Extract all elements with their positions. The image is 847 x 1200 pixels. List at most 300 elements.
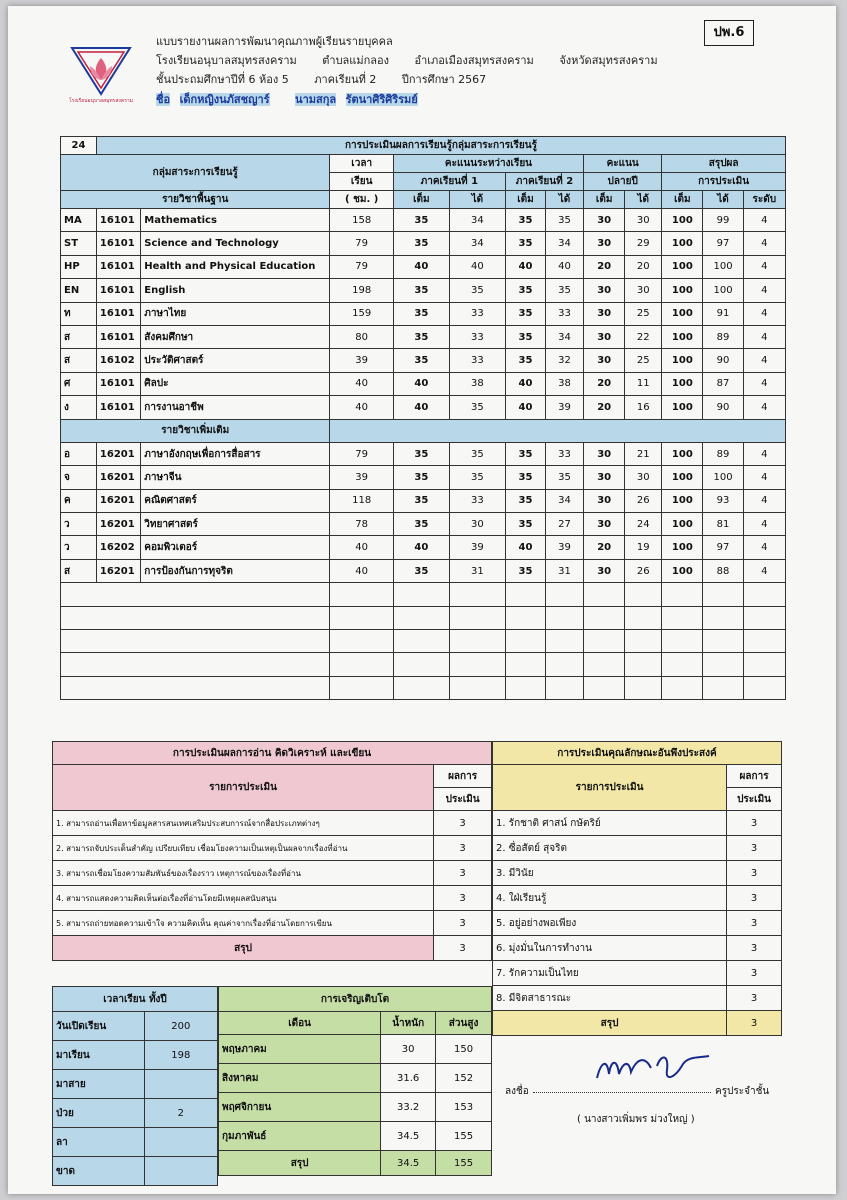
attendance-value: 200 (144, 1012, 217, 1041)
final-full: 20 (584, 536, 625, 559)
empty-cell (703, 583, 743, 606)
final-full: 30 (584, 325, 625, 348)
subject-code-prefix: ค (61, 489, 97, 512)
attendance-row (53, 1012, 218, 1041)
subject-hours: 159 (330, 302, 393, 325)
growth-row (219, 1035, 492, 1064)
final-full: 30 (584, 489, 625, 512)
attendance-value (144, 1157, 217, 1186)
subject-hours: 79 (330, 255, 393, 278)
sem2-got: 34 (546, 325, 584, 348)
empty-cell (662, 606, 703, 629)
final-got: 30 (625, 279, 662, 302)
sem2-full: 35 (505, 513, 545, 536)
grade-level: 4 (743, 325, 785, 348)
subject-hours: 80 (330, 325, 393, 348)
sem1-full: 35 (393, 279, 449, 302)
col-final-2: ปลายปี (584, 173, 662, 191)
extra-subjects-label: รายวิชาเพิ่มเติม (61, 419, 330, 442)
grade-level: 4 (743, 209, 785, 232)
attendance-value (144, 1070, 217, 1099)
sem1-got: 35 (449, 279, 505, 302)
final-got: 16 (625, 396, 662, 419)
final-got: 11 (625, 372, 662, 395)
sem2-got: 38 (546, 372, 584, 395)
total-got: 100 (703, 279, 743, 302)
subject-hours: 118 (330, 489, 393, 512)
col-sem2: ภาคเรียนที่ 2 (505, 173, 583, 191)
subject-code-prefix: อ (61, 442, 97, 465)
total-full: 100 (662, 489, 703, 512)
sign-name: ( นางสาวเพิ่มพร ม่วงใหญ่ ) (577, 1114, 695, 1125)
subject-hours: 40 (330, 559, 393, 582)
subject-name: สังคมศึกษา (141, 325, 330, 348)
attendance-row (53, 1157, 218, 1186)
empty-row (61, 653, 786, 676)
subject-code-prefix: จ (61, 466, 97, 489)
reading-item-row (53, 911, 492, 936)
attendance-label: ป่วย (53, 1099, 145, 1128)
trait-item-score: 3 (727, 911, 782, 936)
traits-assessment-table (492, 741, 782, 1036)
growth-weight: 34.5 (381, 1122, 436, 1151)
traits-col-result-1: ผลการ (727, 765, 782, 788)
subject-name: Mathematics (141, 209, 330, 232)
total-full: 100 (662, 536, 703, 559)
trait-item-row (493, 836, 782, 861)
subject-row (61, 466, 786, 489)
subject-code-number: 16201 (96, 489, 140, 512)
empty-cell (662, 653, 703, 676)
trait-item-score: 3 (727, 961, 782, 986)
sem2-got: 31 (546, 559, 584, 582)
attendance-row (53, 1041, 218, 1070)
total-full: 100 (662, 513, 703, 536)
reading-item-row (53, 836, 492, 861)
subject-name: English (141, 279, 330, 302)
final-full: 20 (584, 255, 625, 278)
grade-level: 4 (743, 536, 785, 559)
semester: ภาคเรียนที่ 2 (314, 73, 377, 86)
sem1-got: 40 (449, 255, 505, 278)
empty-cell (505, 630, 545, 653)
total-got: 90 (703, 349, 743, 372)
sign-line (533, 1092, 711, 1093)
reading-title: การประเมินผลการอ่าน คิดวิเคราะห์ และเขียน (53, 742, 492, 765)
col-full: เต็ม (505, 191, 545, 209)
final-got: 30 (625, 466, 662, 489)
learning-assessment-table (60, 136, 786, 700)
subject-code-prefix: EN (61, 279, 97, 302)
grade-level: 4 (743, 302, 785, 325)
final-got: 26 (625, 489, 662, 512)
sem2-got: 33 (546, 442, 584, 465)
empty-cell (703, 676, 743, 699)
growth-month: สิงหาคม (219, 1064, 381, 1093)
sem2-got: 34 (546, 489, 584, 512)
grade-level: 4 (743, 559, 785, 582)
grade: ชั้นประถมศึกษาปีที่ 6 ห้อง 5 (156, 73, 289, 86)
attendance-label: วันเปิดเรียน (53, 1012, 145, 1041)
subject-code-number: 16201 (96, 559, 140, 582)
total-got: 93 (703, 489, 743, 512)
attendance-row (53, 1099, 218, 1128)
traits-title: การประเมินคุณลักษณะอันพึงประสงค์ (493, 742, 782, 765)
sem2-full: 35 (505, 489, 545, 512)
sem2-got: 27 (546, 513, 584, 536)
trait-item-score: 3 (727, 936, 782, 961)
school-name: โรงเรียนอนุบาลสมุทรสงคราม (156, 54, 297, 67)
subject-code-number: 16102 (96, 349, 140, 372)
final-got: 25 (625, 302, 662, 325)
total-got: 97 (703, 232, 743, 255)
col-sem1: ภาคเรียนที่ 1 (393, 173, 505, 191)
subject-name: ศิลปะ (141, 372, 330, 395)
school-line (156, 51, 680, 69)
growth-summary-weight: 34.5 (381, 1151, 436, 1176)
final-full: 30 (584, 349, 625, 372)
col-level: ระดับ (743, 191, 785, 209)
subject-code-prefix: ส (61, 349, 97, 372)
growth-month: พฤษภาคม (219, 1035, 381, 1064)
subject-hours: 40 (330, 372, 393, 395)
col-hours-1: เวลา (330, 155, 393, 173)
sem1-got: 33 (449, 349, 505, 372)
empty-cell (743, 583, 785, 606)
trait-item-text: 3. มีวินัย (493, 861, 727, 886)
col-full: เต็ม (584, 191, 625, 209)
sem2-full: 40 (505, 255, 545, 278)
empty-cell (703, 653, 743, 676)
col-got: ได้ (449, 191, 505, 209)
signature-block (503, 1062, 803, 1132)
empty-row (61, 606, 786, 629)
empty-cell (546, 606, 584, 629)
final-full: 30 (584, 442, 625, 465)
subject-code-prefix: ว (61, 536, 97, 559)
final-full: 30 (584, 466, 625, 489)
subject-code-number: 16101 (96, 372, 140, 395)
subject-name: ประวัติศาสตร์ (141, 349, 330, 372)
growth-col-month: เดือน (219, 1012, 381, 1035)
growth-height: 153 (436, 1093, 492, 1122)
sem2-full: 40 (505, 536, 545, 559)
class-line (156, 70, 508, 88)
sem2-full: 40 (505, 372, 545, 395)
empty-cell (584, 583, 625, 606)
empty-cell (330, 583, 393, 606)
trait-item-text: 7. รักความเป็นไทย (493, 961, 727, 986)
grade-level: 4 (743, 232, 785, 255)
total-got: 88 (703, 559, 743, 582)
total-full: 100 (662, 325, 703, 348)
subject-code-number: 16201 (96, 513, 140, 536)
subject-name: ภาษาจีน (141, 466, 330, 489)
subject-hours: 39 (330, 349, 393, 372)
attendance-title: เวลาเรียน ทั้งปี (53, 987, 218, 1012)
sem2-full: 35 (505, 442, 545, 465)
total-full: 100 (662, 232, 703, 255)
reading-item-score: 3 (434, 911, 492, 936)
empty-cell (330, 653, 393, 676)
sem1-got: 35 (449, 466, 505, 489)
signature-scribble-icon (591, 1048, 721, 1092)
subject-row (61, 442, 786, 465)
total-full: 100 (662, 302, 703, 325)
trait-item-row (493, 911, 782, 936)
subject-code-number: 16101 (96, 302, 140, 325)
reading-col-items: รายการประเมิน (53, 765, 434, 811)
sem1-got: 34 (449, 232, 505, 255)
total-got: 89 (703, 325, 743, 348)
empty-cell (61, 653, 330, 676)
empty-cell (625, 676, 662, 699)
grade-level: 4 (743, 396, 785, 419)
growth-col-weight: น้ำหนัก (381, 1012, 436, 1035)
empty-cell (625, 583, 662, 606)
traits-summary-label: สรุป (493, 1011, 727, 1036)
name-label: ชื่อ (156, 93, 171, 106)
growth-weight: 31.6 (381, 1064, 436, 1093)
final-got: 21 (625, 442, 662, 465)
trait-item-score: 3 (727, 861, 782, 886)
empty-cell (61, 583, 330, 606)
empty-cell (743, 676, 785, 699)
total-full: 100 (662, 209, 703, 232)
trait-item-row (493, 861, 782, 886)
student-surname: รัตนาศิริศิริรมย์ (345, 93, 418, 106)
empty-cell (625, 630, 662, 653)
final-got: 20 (625, 255, 662, 278)
reading-item-text: 3. สามารถเชื่อมโยงความสัมพันธ์ของเรื่องราว เหตุการณ์ของเรื่องที่อ่าน (53, 861, 434, 886)
sem1-full: 40 (393, 372, 449, 395)
total-got: 90 (703, 396, 743, 419)
sem2-got: 39 (546, 396, 584, 419)
empty-cell (546, 630, 584, 653)
attendance-label: มาสาย (53, 1070, 145, 1099)
empty-cell (584, 630, 625, 653)
subject-hours: 40 (330, 536, 393, 559)
subject-code-prefix: ท (61, 302, 97, 325)
reading-col-result-1: ผลการ (434, 765, 492, 788)
growth-title: การเจริญเติบโต (219, 987, 492, 1012)
sem1-full: 35 (393, 325, 449, 348)
final-full: 20 (584, 372, 625, 395)
total-got: 99 (703, 209, 743, 232)
final-got: 29 (625, 232, 662, 255)
reading-item-row (53, 861, 492, 886)
academic-year: ปีการศึกษา 2567 (401, 73, 487, 86)
sem2-got: 35 (546, 209, 584, 232)
empty-cell (449, 630, 505, 653)
subject-name: วิทยาศาสตร์ (141, 513, 330, 536)
reading-summary-score: 3 (434, 936, 492, 961)
attendance-table (52, 986, 218, 1186)
grade-level: 4 (743, 372, 785, 395)
empty-row (61, 583, 786, 606)
subject-hours: 78 (330, 513, 393, 536)
student-line (156, 90, 440, 108)
reading-item-score: 3 (434, 861, 492, 886)
trait-item-text: 4. ใฝ่เรียนรู้ (493, 886, 727, 911)
empty-row (61, 630, 786, 653)
empty-cell (393, 606, 449, 629)
sem1-full: 35 (393, 349, 449, 372)
empty-cell (743, 606, 785, 629)
attendance-row (53, 1128, 218, 1157)
sem2-full: 40 (505, 396, 545, 419)
district: อำเภอเมืองสมุทรสงคราม (414, 54, 534, 67)
empty-cell (61, 630, 330, 653)
subject-code-prefix: HP (61, 255, 97, 278)
sem1-full: 40 (393, 255, 449, 278)
attendance-row (53, 1070, 218, 1099)
empty-cell (625, 606, 662, 629)
total-full: 100 (662, 396, 703, 419)
empty-cell (662, 583, 703, 606)
final-got: 26 (625, 559, 662, 582)
trait-item-score: 3 (727, 886, 782, 911)
growth-height: 155 (436, 1122, 492, 1151)
sem1-full: 35 (393, 302, 449, 325)
reading-assessment-table (52, 741, 492, 961)
sem1-full: 35 (393, 513, 449, 536)
sem2-got: 35 (546, 279, 584, 302)
reading-summary-label: สรุป (53, 936, 434, 961)
col-hours-3: ( ชม. ) (330, 191, 393, 209)
subject-hours: 198 (330, 279, 393, 302)
final-got: 25 (625, 349, 662, 372)
subject-hours: 40 (330, 396, 393, 419)
surname-label: นามสกุล (295, 93, 337, 106)
grade-level: 4 (743, 255, 785, 278)
trait-item-row (493, 886, 782, 911)
sem1-got: 30 (449, 513, 505, 536)
sem1-full: 35 (393, 466, 449, 489)
attendance-label: ลา (53, 1128, 145, 1157)
grade-level: 4 (743, 466, 785, 489)
grade-level: 4 (743, 513, 785, 536)
growth-table (218, 986, 492, 1176)
empty-cell (330, 606, 393, 629)
empty-cell (449, 606, 505, 629)
student-name: เด็กหญิงนภัสชญาร์ (179, 93, 270, 106)
sem1-got: 35 (449, 396, 505, 419)
sem1-got: 39 (449, 536, 505, 559)
empty-row (61, 676, 786, 699)
col-got: ได้ (625, 191, 662, 209)
empty-cell (330, 676, 393, 699)
reading-item-text: 2. สามารถจับประเด็นสำคัญ เปรียบเทียบ เชื่อมโยงความเป็นเหตุเป็นผลจากเรื่องที่อ่าน (53, 836, 434, 861)
col-midterm: คะแนนระหว่างเรียน (393, 155, 583, 173)
sem1-got: 33 (449, 489, 505, 512)
reading-col-result-2: ประเมิน (434, 788, 492, 811)
sem2-full: 35 (505, 232, 545, 255)
subject-name: ภาษาไทย (141, 302, 330, 325)
final-full: 20 (584, 396, 625, 419)
subject-row (61, 396, 786, 419)
growth-row (219, 1122, 492, 1151)
growth-row (219, 1093, 492, 1122)
empty-cell (393, 630, 449, 653)
sem1-full: 40 (393, 536, 449, 559)
subject-code-prefix: ศ (61, 372, 97, 395)
sem1-got: 34 (449, 209, 505, 232)
subject-row (61, 279, 786, 302)
grade-level: 4 (743, 349, 785, 372)
final-got: 22 (625, 325, 662, 348)
growth-summary-label: สรุป (219, 1151, 381, 1176)
sem2-full: 35 (505, 209, 545, 232)
subject-name: ภาษาอังกฤษเพื่อการสื่อสาร (141, 442, 330, 465)
trait-item-text: 6. มุ่งมั่นในการทำงาน (493, 936, 727, 961)
sign-role: ครูประจำชั้น (715, 1086, 770, 1097)
empty-cell (505, 676, 545, 699)
subject-hours: 79 (330, 232, 393, 255)
school-logo-icon (68, 44, 134, 104)
sem2-full: 35 (505, 302, 545, 325)
empty-cell (546, 583, 584, 606)
trait-item-score: 3 (727, 836, 782, 861)
subject-row (61, 325, 786, 348)
traits-col-result-2: ประเมิน (727, 788, 782, 811)
sem1-got: 31 (449, 559, 505, 582)
sem1-full: 35 (393, 489, 449, 512)
logo-text: โรงเรียนอนุบาลสมุทรสงคราม (69, 98, 133, 104)
sem2-full: 35 (505, 559, 545, 582)
subject-code-number: 16101 (96, 209, 140, 232)
subject-code-prefix: ส (61, 559, 97, 582)
subject-code-number: 16201 (96, 466, 140, 489)
empty-cell (393, 653, 449, 676)
empty-cell (703, 606, 743, 629)
total-got: 87 (703, 372, 743, 395)
sign-label: ลงชื่อ (505, 1086, 529, 1097)
final-full: 30 (584, 513, 625, 536)
reading-item-row (53, 886, 492, 911)
col-full: เต็ม (662, 191, 703, 209)
subject-row (61, 232, 786, 255)
sem2-got: 35 (546, 466, 584, 489)
sem2-got: 32 (546, 349, 584, 372)
subject-code-number: 16101 (96, 325, 140, 348)
total-got: 97 (703, 536, 743, 559)
trait-item-row (493, 961, 782, 986)
empty-cell (662, 630, 703, 653)
subject-name: คอมพิวเตอร์ (141, 536, 330, 559)
empty-cell (449, 583, 505, 606)
subject-code-number: 16101 (96, 396, 140, 419)
trait-item-row (493, 986, 782, 1011)
subject-name: คณิตศาสตร์ (141, 489, 330, 512)
growth-height: 150 (436, 1035, 492, 1064)
empty-cell (743, 630, 785, 653)
subject-row (61, 536, 786, 559)
subject-code-prefix: ว (61, 513, 97, 536)
sem1-full: 35 (393, 559, 449, 582)
reading-item-score: 3 (434, 836, 492, 861)
subject-code-prefix: ST (61, 232, 97, 255)
reading-item-text: 5. สามารถถ่ายทอดความเข้าใจ ความคิดเห็น คุณค่าจากเรื่องที่อ่านโดยการเขียน (53, 911, 434, 936)
col-subject-group: กลุ่มสาระการเรียนรู้ (61, 155, 330, 191)
empty-cell (330, 630, 393, 653)
col-hours-2: เรียน (330, 173, 393, 191)
sem2-full: 35 (505, 279, 545, 302)
final-full: 30 (584, 559, 625, 582)
growth-month: กุมภาพันธ์ (219, 1122, 381, 1151)
subject-name: Health and Physical Education (141, 255, 330, 278)
col-got: ได้ (703, 191, 743, 209)
